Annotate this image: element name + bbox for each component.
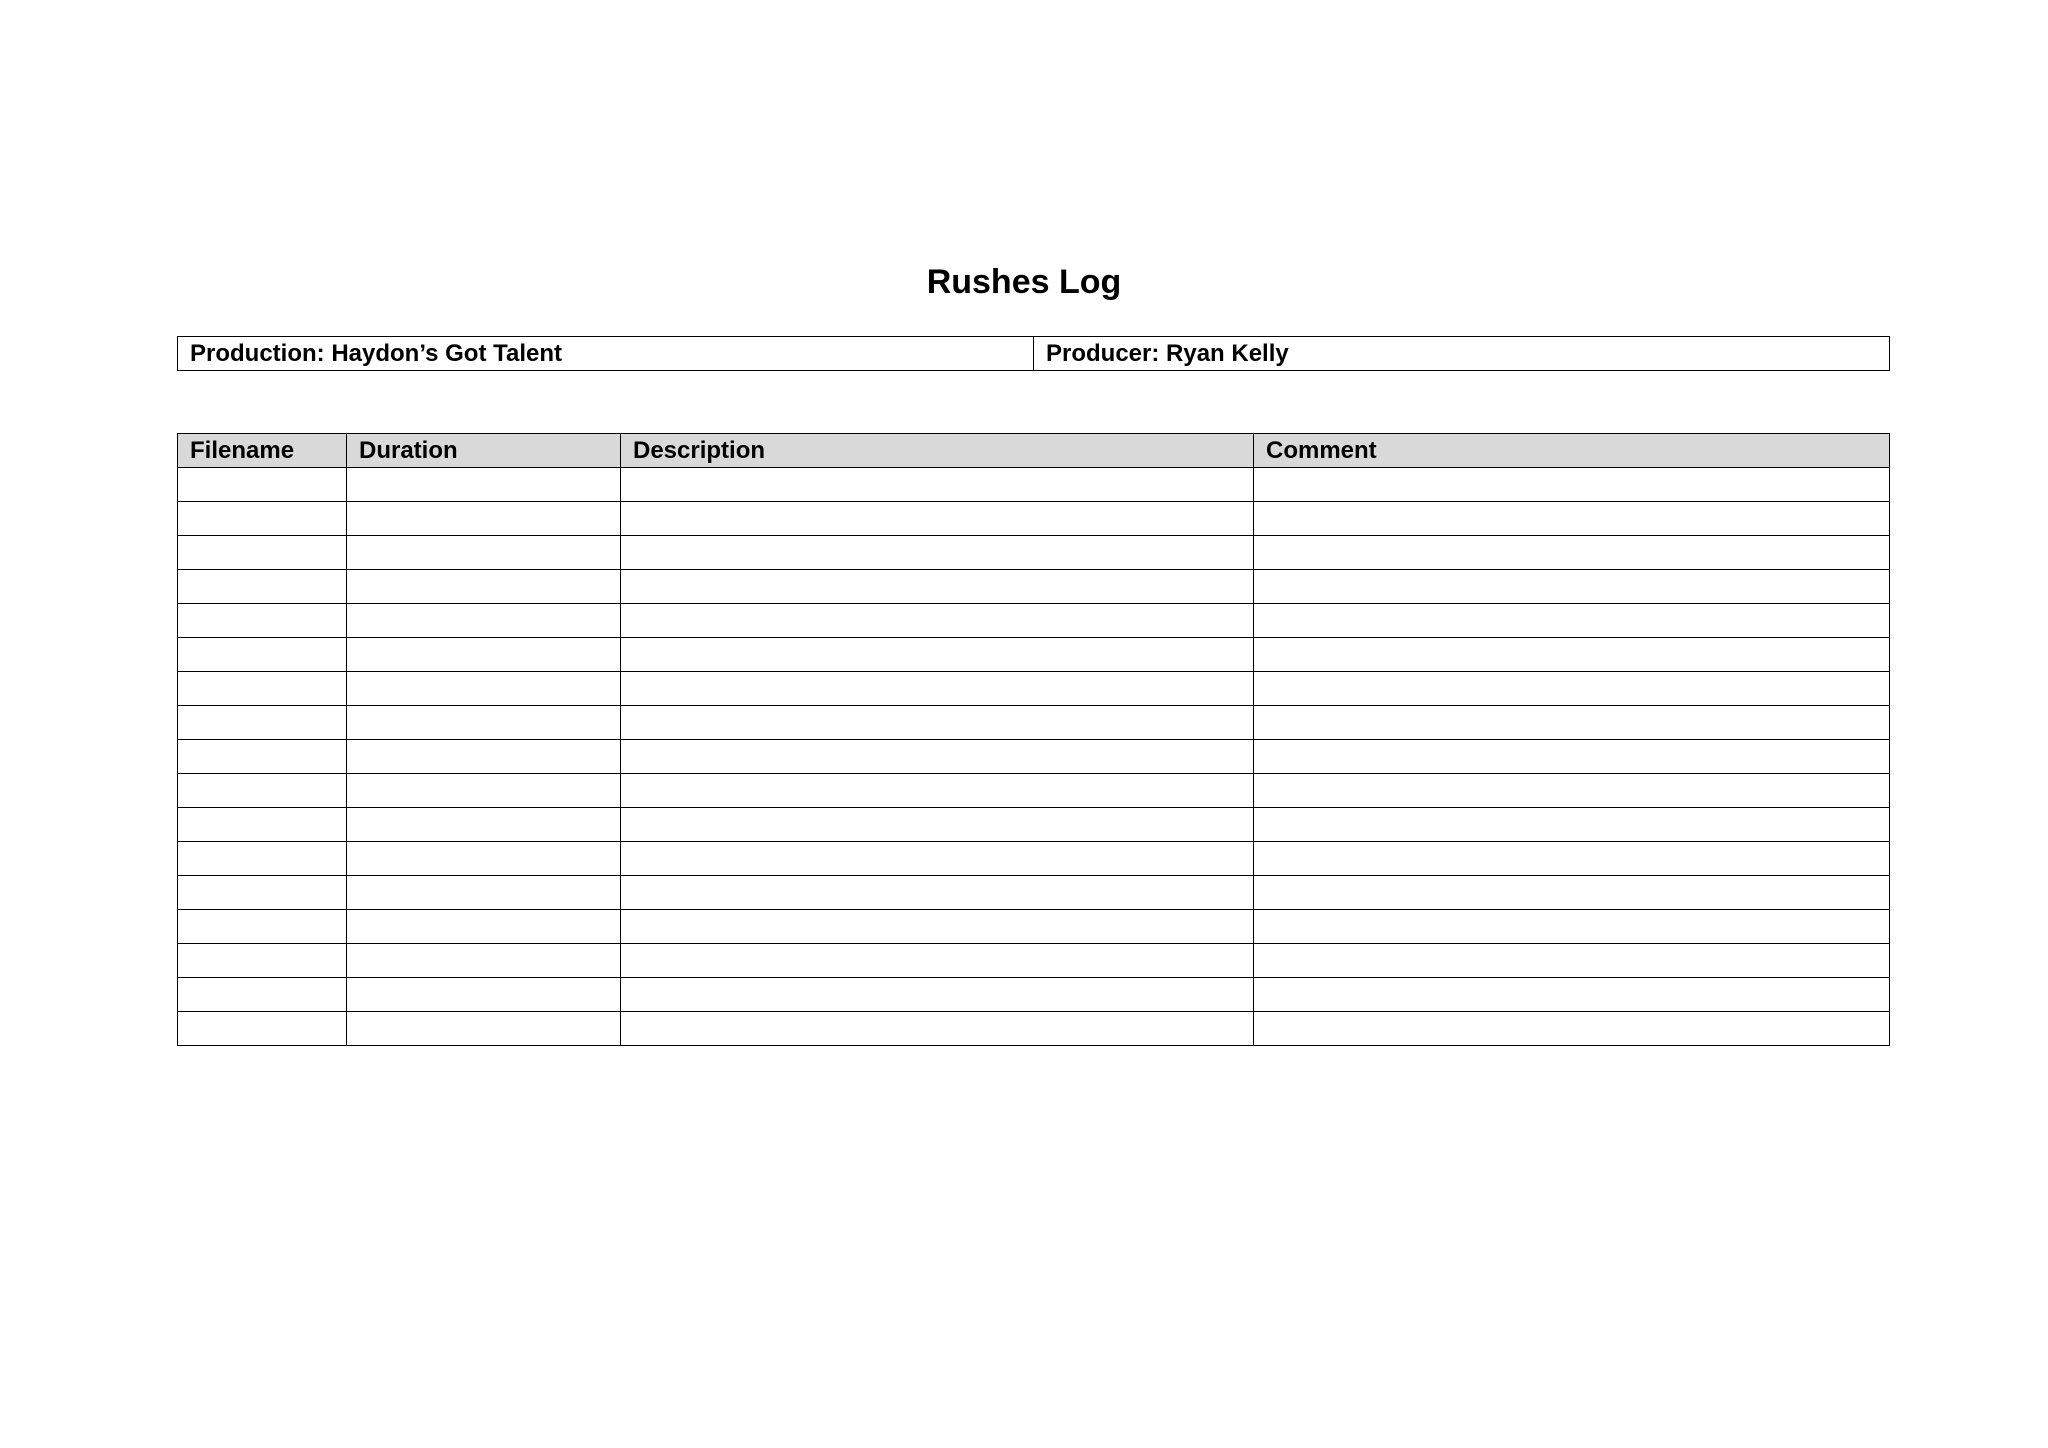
table-row [178, 1012, 1890, 1046]
table-cell-comment[interactable] [1254, 978, 1890, 1012]
table-cell-duration[interactable] [347, 468, 621, 502]
table-cell-duration[interactable] [347, 808, 621, 842]
table-cell-filename[interactable] [178, 672, 347, 706]
table-cell-filename[interactable] [178, 638, 347, 672]
table-header-row [178, 434, 1890, 468]
table-cell-duration[interactable] [347, 1012, 621, 1046]
table-cell-filename[interactable] [178, 740, 347, 774]
table-cell-filename[interactable] [178, 978, 347, 1012]
table-cell-duration[interactable] [347, 978, 621, 1012]
table-cell-description[interactable] [621, 910, 1254, 944]
table-cell-comment[interactable] [1254, 944, 1890, 978]
table-cell-comment[interactable] [1254, 706, 1890, 740]
table-row [178, 672, 1890, 706]
table-cell-duration[interactable] [347, 604, 621, 638]
table-cell-comment[interactable] [1254, 502, 1890, 536]
table-cell-duration[interactable] [347, 536, 621, 570]
table-cell-duration[interactable] [347, 842, 621, 876]
producer-cell: Producer: Ryan Kelly [1034, 337, 1890, 371]
table-cell-filename[interactable] [178, 876, 347, 910]
table-cell-description[interactable] [621, 502, 1254, 536]
table-cell-comment[interactable] [1254, 604, 1890, 638]
table-cell-description[interactable] [621, 638, 1254, 672]
table-cell-comment[interactable] [1254, 570, 1890, 604]
table-row [178, 638, 1890, 672]
table-cell-duration[interactable] [347, 502, 621, 536]
table-row [178, 978, 1890, 1012]
table-cell-comment[interactable] [1254, 808, 1890, 842]
column-header-comment: Comment [1254, 434, 1890, 468]
table-row [178, 502, 1890, 536]
column-header-filename: Filename [178, 434, 347, 468]
table-row [178, 808, 1890, 842]
table-cell-comment[interactable] [1254, 876, 1890, 910]
table-cell-description[interactable] [621, 672, 1254, 706]
table-cell-duration[interactable] [347, 944, 621, 978]
table-cell-duration[interactable] [347, 672, 621, 706]
table-cell-comment[interactable] [1254, 672, 1890, 706]
table-cell-comment[interactable] [1254, 468, 1890, 502]
table-row [178, 706, 1890, 740]
table-row [178, 536, 1890, 570]
table-cell-filename[interactable] [178, 774, 347, 808]
table-cell-description[interactable] [621, 468, 1254, 502]
table-row [178, 570, 1890, 604]
table-cell-filename[interactable] [178, 808, 347, 842]
production-cell: Production: Haydon’s Got Talent [178, 337, 1034, 371]
table-cell-duration[interactable] [347, 910, 621, 944]
table-cell-comment[interactable] [1254, 536, 1890, 570]
table-row [178, 842, 1890, 876]
table-cell-comment[interactable] [1254, 774, 1890, 808]
table-cell-description[interactable] [621, 536, 1254, 570]
production-info-row [178, 337, 1890, 371]
table-cell-comment[interactable] [1254, 910, 1890, 944]
table-cell-description[interactable] [621, 706, 1254, 740]
table-cell-filename[interactable] [178, 604, 347, 638]
table-cell-filename[interactable] [178, 536, 347, 570]
table-cell-duration[interactable] [347, 774, 621, 808]
table-cell-description[interactable] [621, 944, 1254, 978]
table-cell-duration[interactable] [347, 706, 621, 740]
table-cell-description[interactable] [621, 808, 1254, 842]
table-cell-description[interactable] [621, 1012, 1254, 1046]
table-cell-filename[interactable] [178, 944, 347, 978]
table-cell-filename[interactable] [178, 706, 347, 740]
page-title: Rushes Log [926, 263, 1122, 301]
table-cell-filename[interactable] [178, 502, 347, 536]
table-cell-filename[interactable] [178, 842, 347, 876]
table-cell-duration[interactable] [347, 740, 621, 774]
production-info-table [177, 336, 1890, 371]
table-cell-filename[interactable] [178, 570, 347, 604]
table-row [178, 944, 1890, 978]
table-row [178, 468, 1890, 502]
table-cell-comment[interactable] [1254, 842, 1890, 876]
table-cell-description[interactable] [621, 740, 1254, 774]
table-cell-filename[interactable] [178, 910, 347, 944]
table-cell-description[interactable] [621, 978, 1254, 1012]
table-cell-comment[interactable] [1254, 740, 1890, 774]
table-cell-duration[interactable] [347, 876, 621, 910]
table-cell-description[interactable] [621, 774, 1254, 808]
column-header-description: Description [621, 434, 1254, 468]
table-cell-description[interactable] [621, 842, 1254, 876]
table-row [178, 774, 1890, 808]
table-cell-duration[interactable] [347, 638, 621, 672]
table-cell-duration[interactable] [347, 570, 621, 604]
table-cell-comment[interactable] [1254, 1012, 1890, 1046]
log-table-body [178, 468, 1890, 1046]
column-header-duration: Duration [347, 434, 621, 468]
table-row [178, 604, 1890, 638]
table-row [178, 910, 1890, 944]
table-cell-description[interactable] [621, 570, 1254, 604]
table-cell-filename[interactable] [178, 1012, 347, 1046]
table-cell-description[interactable] [621, 876, 1254, 910]
table-row [178, 740, 1890, 774]
table-cell-filename[interactable] [178, 468, 347, 502]
table-row [178, 876, 1890, 910]
table-cell-comment[interactable] [1254, 638, 1890, 672]
rushes-log-table [177, 433, 1890, 1046]
table-cell-description[interactable] [621, 604, 1254, 638]
